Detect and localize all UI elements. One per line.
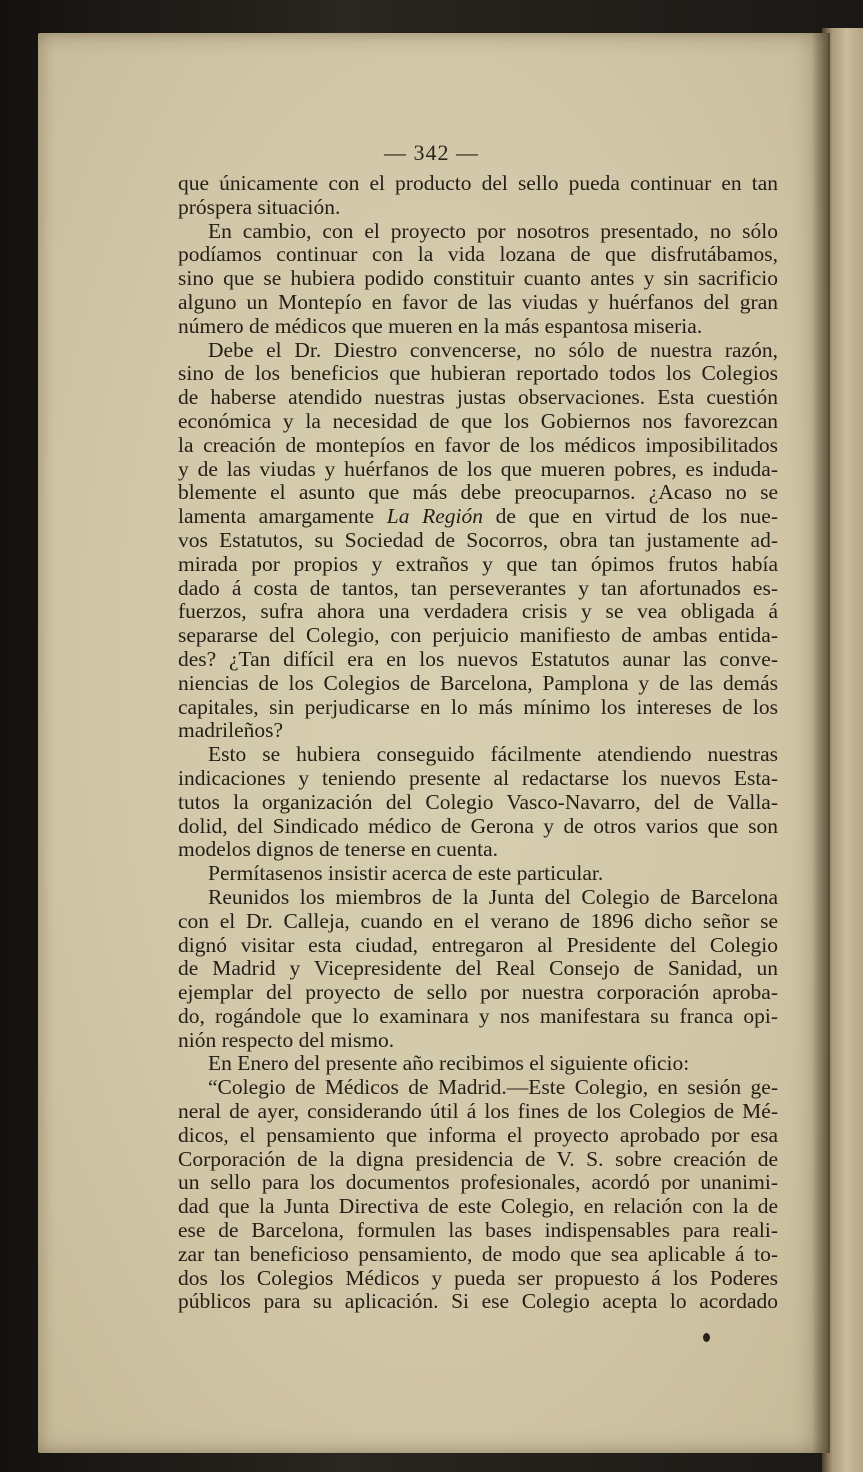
text-line: con el Dr. Calleja, cuando en el verano de 1896 dicho señor se xyxy=(178,908,778,933)
text-line: dicos, el pensamiento que informa el proyecto aprobado por esa xyxy=(178,1122,778,1147)
text-line: En Enero del presente año recibimos el siguiente oficio: xyxy=(208,1051,690,1076)
text-line: alguno un Montepío en favor de las viudas y huérfanos del gran xyxy=(178,289,778,314)
text-line: que únicamente con el producto del sello pueda continuar en tan xyxy=(178,171,778,195)
text-line: “Colegio de Médicos de Madrid.—Este Colegio, en sesión ge- xyxy=(208,1075,778,1100)
text-line: dignó visitar esta ciudad, entregaron al Presidente del Colegio xyxy=(178,932,778,957)
text-line: nión respecto del mismo. xyxy=(178,1027,395,1052)
text-line: económica y la necesidad de que los Gobiernos nos favorezcan xyxy=(178,408,778,433)
ink-spot xyxy=(703,1333,710,1342)
text-line: neral de ayer, considerando útil á los fines de los Colegios de Mé- xyxy=(178,1099,778,1124)
text-line: ejemplar del proyecto de sello por nuestra corporación aproba- xyxy=(178,980,778,1005)
text-line: des? ¿Tan difícil era en los nuevos Estatutos aunar las conve- xyxy=(178,646,778,671)
text-line: fuerzos, sufra ahora una verdadera crisis y se vea obligada á xyxy=(178,599,778,624)
text-line: mirada por propios y extraños y que tan ópimos frutos había xyxy=(178,551,778,576)
body-text xyxy=(178,172,778,1314)
text-line: de haberse atendido nuestras justas observaciones. Esta cuestión xyxy=(178,385,778,410)
italic-title: La Región xyxy=(386,504,483,529)
text-line: tutos la organización del Colegio Vasco-Navarro, del de Valla- xyxy=(178,789,778,814)
text-line: modelos dignos de tenerse en cuenta. xyxy=(178,837,499,862)
text-line: de Madrid y Vicepresidente del Real Consejo de Sanidad, un xyxy=(178,956,778,981)
text-line: sino de los beneficios que hubieran reportado todos los Colegios xyxy=(178,361,778,386)
text-line: zar tan beneficioso pensamiento, de modo que sea aplicable á to- xyxy=(178,1241,778,1266)
text-line: blemente el asunto que más debe preocuparnos. ¿Acaso no se xyxy=(178,480,778,505)
text-line: madrileños? xyxy=(178,718,284,743)
text-line: un sello para los documentos profesionales, acordó por unanimi- xyxy=(178,1170,778,1195)
text-line: públicos para su aplicación. Si ese Colegio acepta lo acordado xyxy=(178,1289,778,1314)
text-line: la creación de montepíos en favor de los médicos imposibilitados xyxy=(178,432,778,457)
text-line: lamenta amargamente La Región de que en virtud de los nue- xyxy=(178,504,778,529)
text-line: En cambio, con el proyecto por nosotros presentado, no sólo xyxy=(208,218,778,243)
text-line: próspera situación. xyxy=(178,194,341,219)
text-line: Debe el Dr. Diestro convencerse, no sólo de nuestra razón, xyxy=(208,337,778,362)
text-line: sino que se hubiera podido constituir cuanto antes y sin sacrificio xyxy=(178,266,778,291)
text-line: capitales, sin perjudicarse en lo más mínimo los intereses de los xyxy=(178,694,778,719)
text-line: Corporación de la digna presidencia de V. S. sobre creación de xyxy=(178,1146,778,1171)
text-line: podíamos continuar con la vida lozana de que disfrutábamos, xyxy=(178,242,778,267)
text-line: niencias de los Colegios de Barcelona, Pamplona y de las demás xyxy=(178,670,778,695)
text-line: vos Estatutos, su Sociedad de Socorros, obra tan justamente ad- xyxy=(178,527,778,552)
text-line: Reunidos los miembros de la Junta del Colegio de Barcelona xyxy=(208,884,778,909)
text-line: Esto se hubiera conseguido fácilmente atendiendo nuestras xyxy=(208,742,778,767)
page-number: — 342 — xyxy=(384,140,479,165)
text-line: dolid, del Sindicado médico de Gerona y de otros varios que son xyxy=(178,813,778,838)
text-line: ese de Barcelona, formulen las bases indispensables para reali- xyxy=(178,1218,778,1243)
text-line: dos los Colegios Médicos y pueda ser propuesto á los Poderes xyxy=(178,1265,778,1290)
text-line: y de las viudas y huérfanos de los que mueren pobres, es induda- xyxy=(178,456,778,481)
text-line: número de médicos que mueren en la más espantosa miseria. xyxy=(178,313,703,338)
spine-shadow xyxy=(812,33,830,1453)
text-line: do, rogándole que lo examinara y nos manifestara su franca opi- xyxy=(178,1003,778,1028)
text-line: dado á costa de tantos, tan perseverantes y tan afortunados es- xyxy=(178,575,778,600)
text-line: dad que la Junta Directiva de este Colegio, en relación con la de xyxy=(178,1194,778,1219)
text-line: indicaciones y teniendo presente al redactarse los nuevos Esta- xyxy=(178,765,778,790)
text-line: separarse del Colegio, con perjuicio manifiesto de ambas entida- xyxy=(178,623,778,648)
text-line: Permítasenos insistir acerca de este particular. xyxy=(208,861,604,886)
